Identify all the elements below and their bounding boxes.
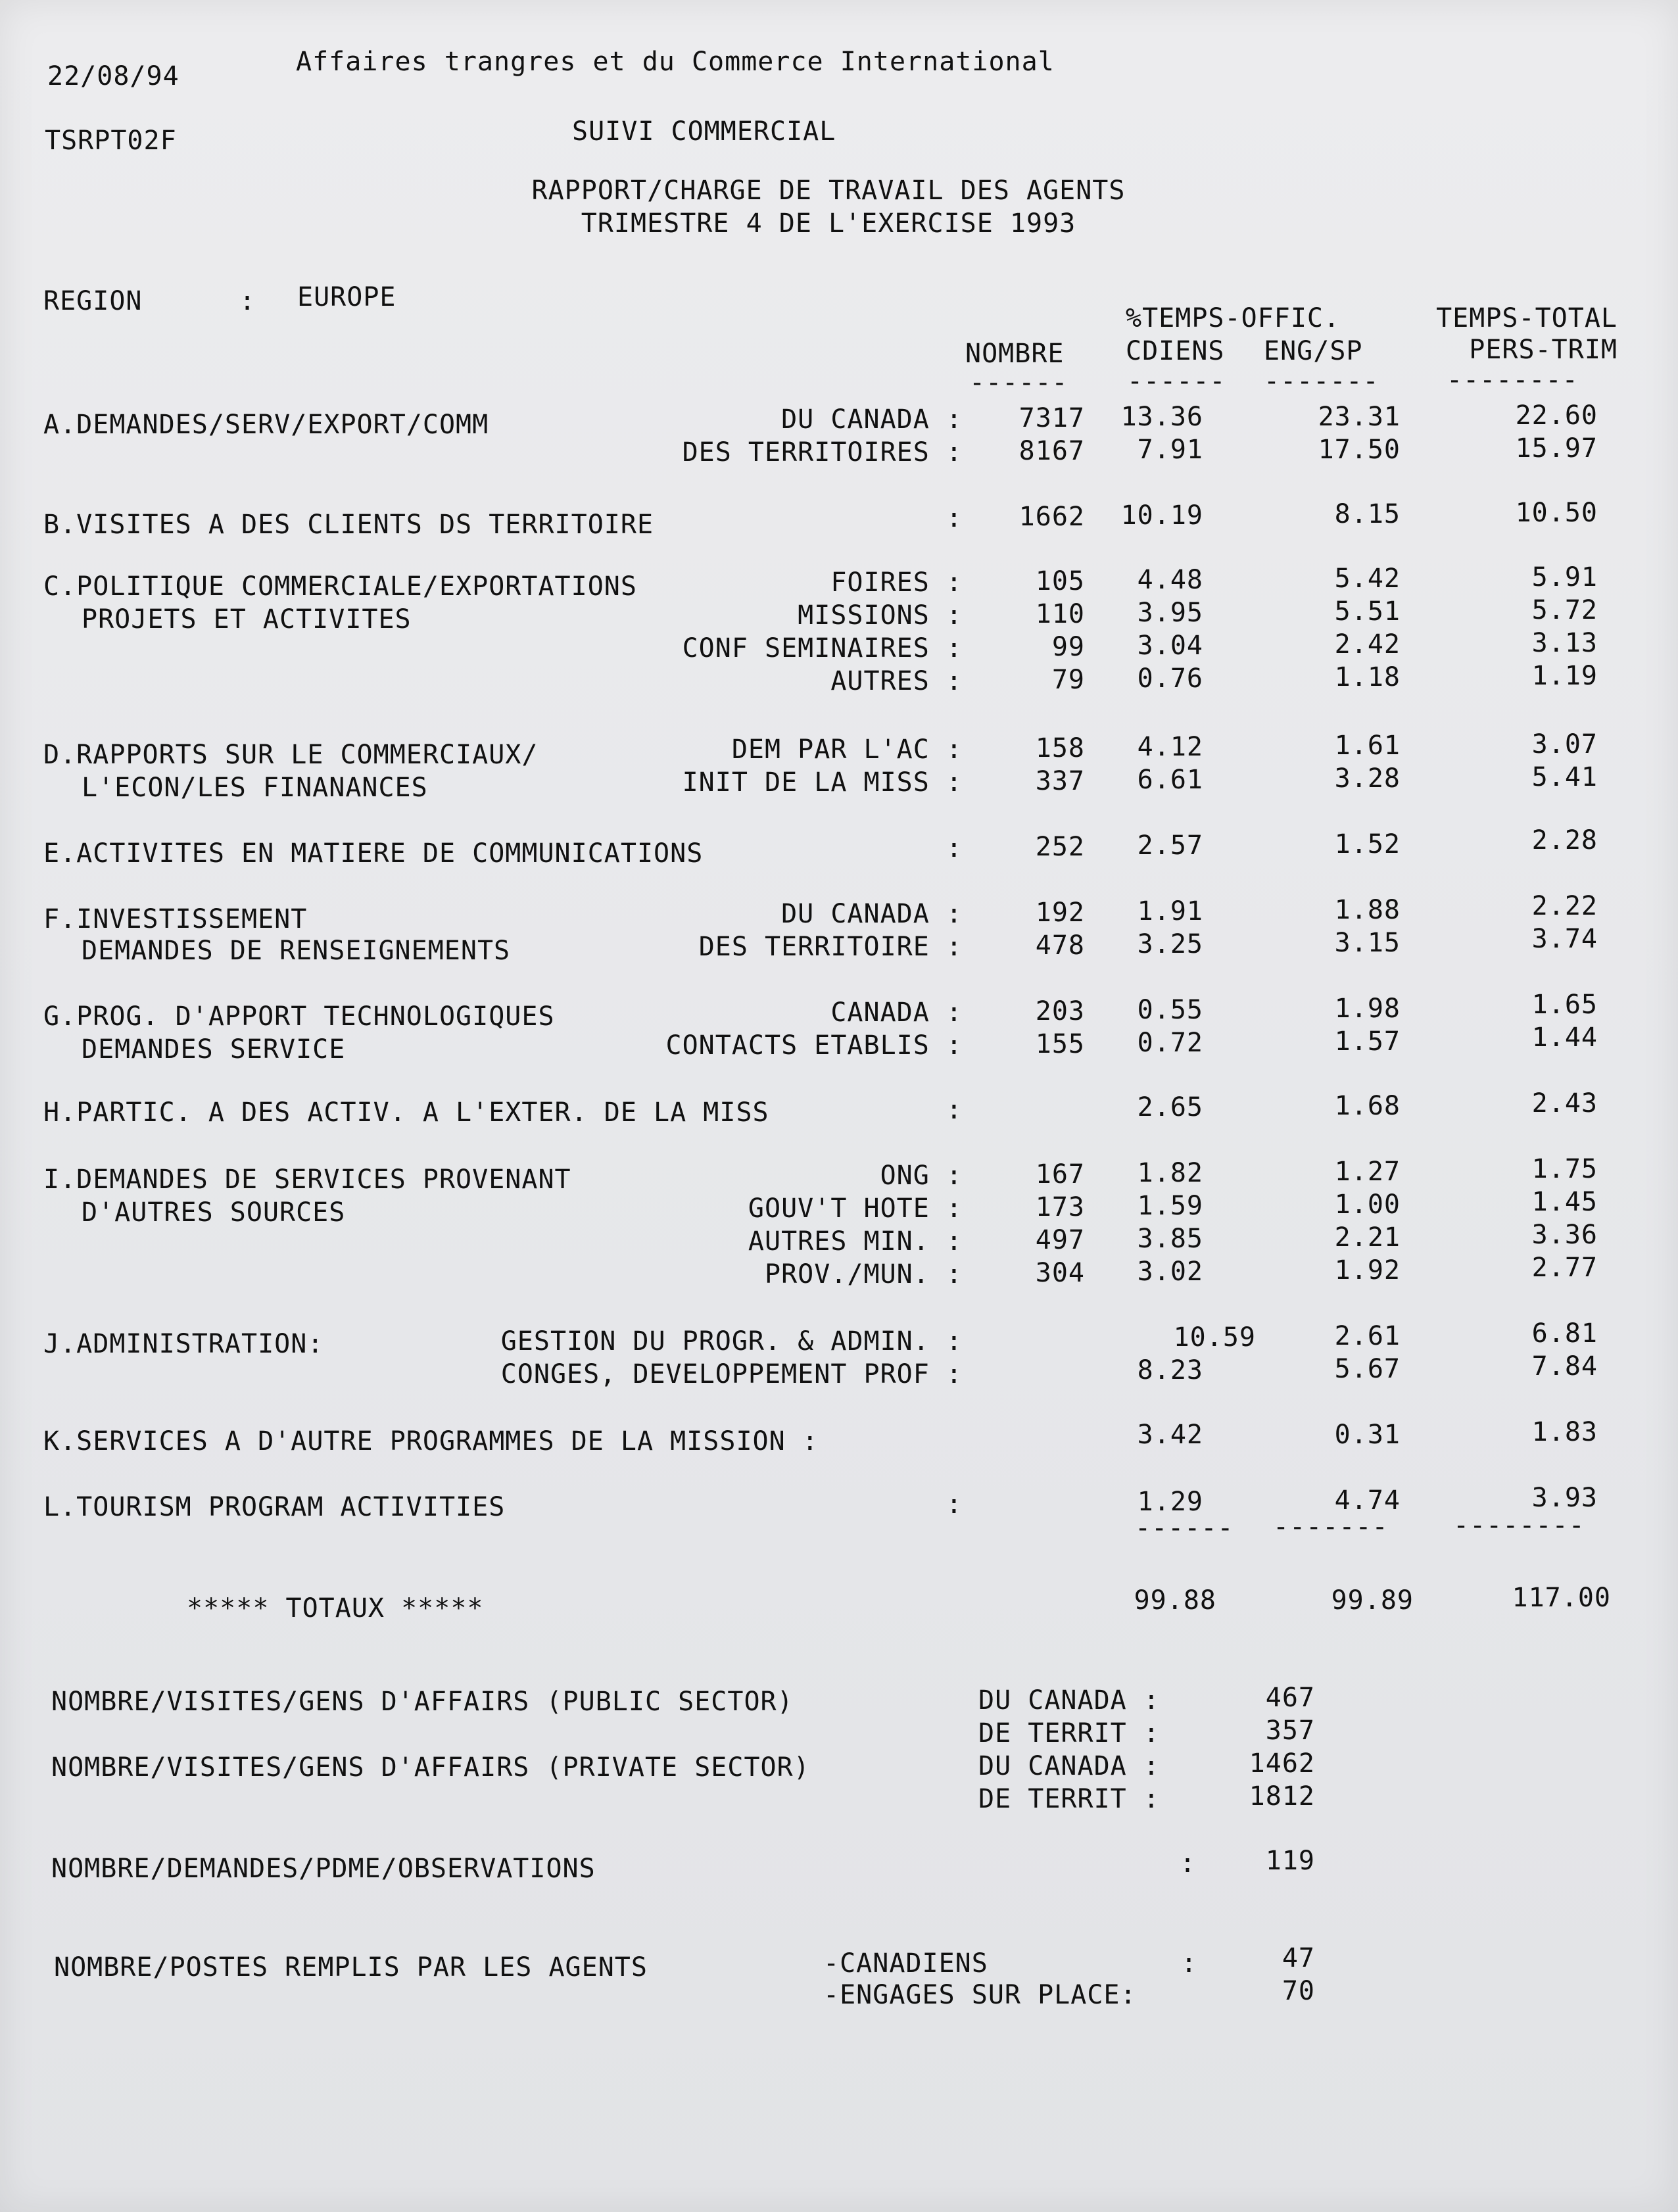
col-nombre: NOMBRE <box>965 339 1065 369</box>
postes-label: NOMBRE/POSTES REMPLIS PAR LES AGENTS <box>54 1952 648 1983</box>
section-d-title: D.RAPPORTS SUR LE COMMERCIAUX/ <box>43 740 539 770</box>
row-label: GESTION DU PROGR. & ADMIN. : <box>500 1326 963 1357</box>
section-f-subtitle: DEMANDES DE RENSEIGNEMENTS <box>82 936 511 966</box>
cell-cdiens: 13.36 <box>1120 402 1203 432</box>
cell-cdiens: 3.42 <box>1137 1420 1203 1450</box>
public-territ-value: 357 <box>1265 1716 1315 1746</box>
row-label: CONTACTS ETABLIS : <box>665 1030 963 1061</box>
section-b-title: B.VISITES A DES CLIENTS DS TERRITOIRE <box>43 510 654 540</box>
report-title: RAPPORT/CHARGE DE TRAVAIL DES AGENTS <box>531 176 1126 206</box>
cell-nombre: 105 <box>1035 566 1085 596</box>
cell-engsp: 0.31 <box>1334 1420 1401 1450</box>
cell-cdiens: 1.29 <box>1137 1487 1203 1517</box>
cell-cdiens: 3.25 <box>1137 929 1203 959</box>
cell-pers-trim: 1.75 <box>1531 1154 1598 1184</box>
row-label: DEM PAR L'AC : <box>731 734 963 765</box>
row-label: AUTRES MIN. : <box>748 1226 963 1257</box>
cell-pers-trim: 3.36 <box>1531 1220 1598 1250</box>
cell-nombre: 8167 <box>1019 436 1085 466</box>
cell-engsp: 3.15 <box>1334 928 1401 958</box>
cell-engsp: 2.42 <box>1334 629 1401 660</box>
cell-nombre: 173 <box>1035 1192 1085 1222</box>
cell-pers-trim: 5.72 <box>1531 595 1598 625</box>
cell-engsp: 4.74 <box>1334 1485 1401 1516</box>
private-sector-label: NOMBRE/VISITES/GENS D'AFFAIRS (PRIVATE SECTOR) <box>51 1752 810 1783</box>
cell-pers-trim: 15.97 <box>1515 433 1598 464</box>
cell-nombre: 192 <box>1035 898 1085 928</box>
pdme-colon: : <box>1180 1848 1197 1879</box>
cell-nombre: 304 <box>1035 1258 1085 1288</box>
cell-cdiens: 3.95 <box>1137 598 1203 628</box>
cell-cdiens: 2.57 <box>1137 830 1203 861</box>
report-subtitle: TRIMESTRE 4 DE L'EXERCISE 1993 <box>581 208 1076 239</box>
cell-engsp: 1.00 <box>1334 1190 1401 1220</box>
cell-pers-trim: 1.19 <box>1531 661 1598 691</box>
cell-cdiens: 4.12 <box>1137 732 1203 762</box>
cell-pers-trim: 3.74 <box>1531 924 1598 954</box>
row-label: ONG : <box>880 1161 963 1191</box>
section-d-subtitle: L'ECON/LES FINANANCES <box>82 773 428 803</box>
cell-pers-trim: 1.45 <box>1531 1187 1598 1217</box>
de-territ-label: DE TERRIT : <box>978 1718 1160 1748</box>
cell-cdiens: 0.72 <box>1137 1028 1203 1058</box>
cell-engsp: 8.15 <box>1334 499 1401 529</box>
cell-engsp: 1.88 <box>1334 895 1401 925</box>
cell-pers-trim: 22.60 <box>1515 400 1598 431</box>
cell-nombre: 158 <box>1035 733 1085 763</box>
col-separator: ------ <box>1127 366 1226 397</box>
section-h-title: H.PARTIC. A DES ACTIV. A L'EXTER. DE LA MISS <box>43 1097 769 1128</box>
row-label: CONGES, DEVELOPPEMENT PROF : <box>500 1359 963 1389</box>
pdme-value: 119 <box>1265 1846 1315 1876</box>
cell-engsp: 5.42 <box>1334 564 1401 594</box>
cell-cdiens: 7.91 <box>1137 435 1203 465</box>
cell-engsp: 5.67 <box>1334 1354 1401 1384</box>
cell-cdiens: 10.19 <box>1120 500 1203 531</box>
report-code: TSRPT02F <box>45 126 177 156</box>
canadiens-label: -CANADIENS <box>823 1948 988 1979</box>
row-label: : <box>946 1095 963 1125</box>
total-separator: ------ <box>1135 1513 1234 1543</box>
col-separator: ------ <box>969 368 1068 398</box>
cell-pers-trim: 7.84 <box>1531 1351 1598 1382</box>
row-label: CANADA : <box>830 998 963 1028</box>
region-label: REGION <box>43 286 143 316</box>
cell-engsp: 23.31 <box>1318 402 1401 432</box>
total-engsp: 99.89 <box>1331 1585 1414 1616</box>
cell-pers-trim: 10.50 <box>1515 498 1598 528</box>
cell-nombre: 478 <box>1035 930 1085 961</box>
section-l-title: L.TOURISM PROGRAM ACTIVITIES <box>43 1492 506 1522</box>
private-territ-value: 1812 <box>1249 1781 1315 1812</box>
cell-cdiens: 3.02 <box>1137 1257 1203 1287</box>
cell-pers-trim: 3.93 <box>1531 1483 1598 1513</box>
canadiens-colon: : <box>1181 1948 1198 1979</box>
row-label: DES TERRITOIRES : <box>682 437 963 468</box>
col-separator: ------- <box>1264 366 1379 397</box>
de-territ-label: DE TERRIT : <box>978 1784 1160 1814</box>
engages-value: 70 <box>1282 1976 1315 2006</box>
total-cdiens: 99.88 <box>1134 1585 1216 1616</box>
section-e-title: E.ACTIVITES EN MATIERE DE COMMUNICATIONS <box>43 838 704 869</box>
row-label: : <box>946 503 963 533</box>
cell-nombre: 203 <box>1035 996 1085 1026</box>
canadiens-value: 47 <box>1282 1943 1315 1973</box>
row-label: DES TERRITOIRE : <box>698 932 963 962</box>
du-canada-label: DU CANADA : <box>978 1751 1160 1781</box>
region-value: EUROPE <box>297 282 396 312</box>
cell-cdiens: 10.59 <box>1173 1322 1256 1353</box>
public-canada-value: 467 <box>1265 1683 1315 1713</box>
cell-cdiens: 6.61 <box>1137 765 1203 795</box>
pdme-label: NOMBRE/DEMANDES/PDME/OBSERVATIONS <box>51 1854 596 1884</box>
cell-engsp: 2.61 <box>1334 1321 1401 1351</box>
col-engsp: ENG/SP <box>1264 336 1363 366</box>
cell-cdiens: 3.04 <box>1137 631 1203 661</box>
row-label: DU CANADA : <box>781 404 963 435</box>
cell-pers-trim: 1.44 <box>1531 1022 1598 1053</box>
row-label: : <box>946 833 963 863</box>
cell-pers-trim: 2.22 <box>1531 891 1598 921</box>
cell-pers-trim: 2.77 <box>1531 1253 1598 1283</box>
cell-cdiens: 1.59 <box>1137 1191 1203 1221</box>
cell-cdiens: 4.48 <box>1137 565 1203 595</box>
cell-engsp: 1.61 <box>1334 731 1401 761</box>
row-label: DU CANADA : <box>781 899 963 929</box>
section-c-title: C.POLITIQUE COMMERCIALE/EXPORTATIONS <box>43 571 637 602</box>
section-j-title: J.ADMINISTRATION: <box>43 1329 324 1359</box>
row-label: PROV./MUN. : <box>765 1259 963 1289</box>
cell-cdiens: 3.85 <box>1137 1224 1203 1254</box>
cell-cdiens: 0.76 <box>1137 663 1203 694</box>
cell-pers-trim: 3.07 <box>1531 729 1598 759</box>
section-i-subtitle: D'AUTRES SOURCES <box>82 1197 346 1228</box>
region-colon: : <box>239 286 256 316</box>
cell-engsp: 1.18 <box>1334 662 1401 692</box>
cell-engsp: 1.27 <box>1334 1157 1401 1187</box>
row-label: CONF SEMINAIRES : <box>682 633 963 663</box>
row-label: INIT DE LA MISS : <box>682 767 963 798</box>
du-canada-label: DU CANADA : <box>978 1685 1160 1716</box>
report-date: 22/08/94 <box>47 61 180 91</box>
cell-pers-trim: 6.81 <box>1531 1318 1598 1349</box>
section-i-title: I.DEMANDES DE SERVICES PROVENANT <box>43 1165 571 1195</box>
cell-pers-trim: 5.91 <box>1531 562 1598 592</box>
cell-pers-trim: 2.28 <box>1531 825 1598 855</box>
organization-name: Affaires trangres et du Commerce International <box>296 47 1055 77</box>
total-separator: ------- <box>1273 1512 1389 1542</box>
section-a-title: A.DEMANDES/SERV/EXPORT/COMM <box>43 410 489 440</box>
col-temps-offic: %TEMPS-OFFIC. <box>1126 303 1341 333</box>
row-label: MISSIONS : <box>798 600 963 631</box>
section-c-subtitle: PROJETS ET ACTIVITES <box>82 604 412 635</box>
col-cdiens: CDIENS <box>1126 336 1225 366</box>
cell-cdiens: 0.55 <box>1137 995 1203 1025</box>
totals-label: ***** TOTAUX ***** <box>187 1593 484 1623</box>
total-pers-trim: 117.00 <box>1512 1583 1611 1613</box>
cell-engsp: 2.21 <box>1334 1222 1401 1253</box>
cell-nombre: 99 <box>1051 632 1085 662</box>
row-label: FOIRES : <box>830 567 963 598</box>
section-k-title: K.SERVICES A D'AUTRE PROGRAMMES DE LA MISSION : <box>43 1426 819 1456</box>
col-pers-trim: PERS-TRIM <box>1469 335 1618 365</box>
cell-cdiens: 2.65 <box>1137 1092 1203 1122</box>
total-separator: -------- <box>1453 1510 1585 1541</box>
cell-pers-trim: 5.41 <box>1531 762 1598 792</box>
system-name: SUIVI COMMERCIAL <box>572 116 836 147</box>
col-separator: -------- <box>1447 365 1579 395</box>
cell-engsp: 1.98 <box>1334 994 1401 1024</box>
cell-engsp: 17.50 <box>1318 435 1401 465</box>
public-sector-label: NOMBRE/VISITES/GENS D'AFFAIRS (PUBLIC SECTOR) <box>51 1687 794 1717</box>
cell-cdiens: 1.91 <box>1137 896 1203 926</box>
private-canada-value: 1462 <box>1249 1748 1315 1779</box>
row-label: GOUV'T HOTE : <box>748 1193 963 1224</box>
cell-nombre: 252 <box>1035 832 1085 862</box>
cell-nombre: 167 <box>1035 1159 1085 1190</box>
cell-nombre: 155 <box>1035 1029 1085 1059</box>
engages-label: -ENGAGES SUR PLACE: <box>823 1980 1137 2010</box>
cell-nombre: 79 <box>1051 665 1085 695</box>
cell-engsp: 1.92 <box>1334 1255 1401 1286</box>
cell-engsp: 5.51 <box>1334 596 1401 627</box>
cell-engsp: 1.68 <box>1334 1091 1401 1121</box>
cell-pers-trim: 1.83 <box>1531 1417 1598 1447</box>
cell-nombre: 7317 <box>1019 403 1085 433</box>
row-label: AUTRES : <box>830 666 963 696</box>
cell-pers-trim: 1.65 <box>1531 990 1598 1020</box>
cell-engsp: 1.57 <box>1334 1026 1401 1057</box>
cell-engsp: 1.52 <box>1334 829 1401 859</box>
cell-cdiens: 1.82 <box>1137 1158 1203 1188</box>
cell-nombre: 337 <box>1035 766 1085 796</box>
cell-pers-trim: 3.13 <box>1531 628 1598 658</box>
cell-engsp: 3.28 <box>1334 763 1401 794</box>
cell-cdiens: 8.23 <box>1137 1355 1203 1385</box>
cell-pers-trim: 2.43 <box>1531 1088 1598 1118</box>
row-label: : <box>946 1489 963 1520</box>
section-f-title: F.INVESTISSEMENT <box>43 904 308 934</box>
cell-nombre: 110 <box>1035 599 1085 629</box>
col-temps-total: TEMPS-TOTAL <box>1436 303 1618 333</box>
section-g-subtitle: DEMANDES SERVICE <box>82 1034 346 1065</box>
cell-nombre: 497 <box>1035 1225 1085 1255</box>
section-g-title: G.PROG. D'APPORT TECHNOLOGIQUES <box>43 1001 555 1032</box>
cell-nombre: 1662 <box>1019 502 1085 532</box>
